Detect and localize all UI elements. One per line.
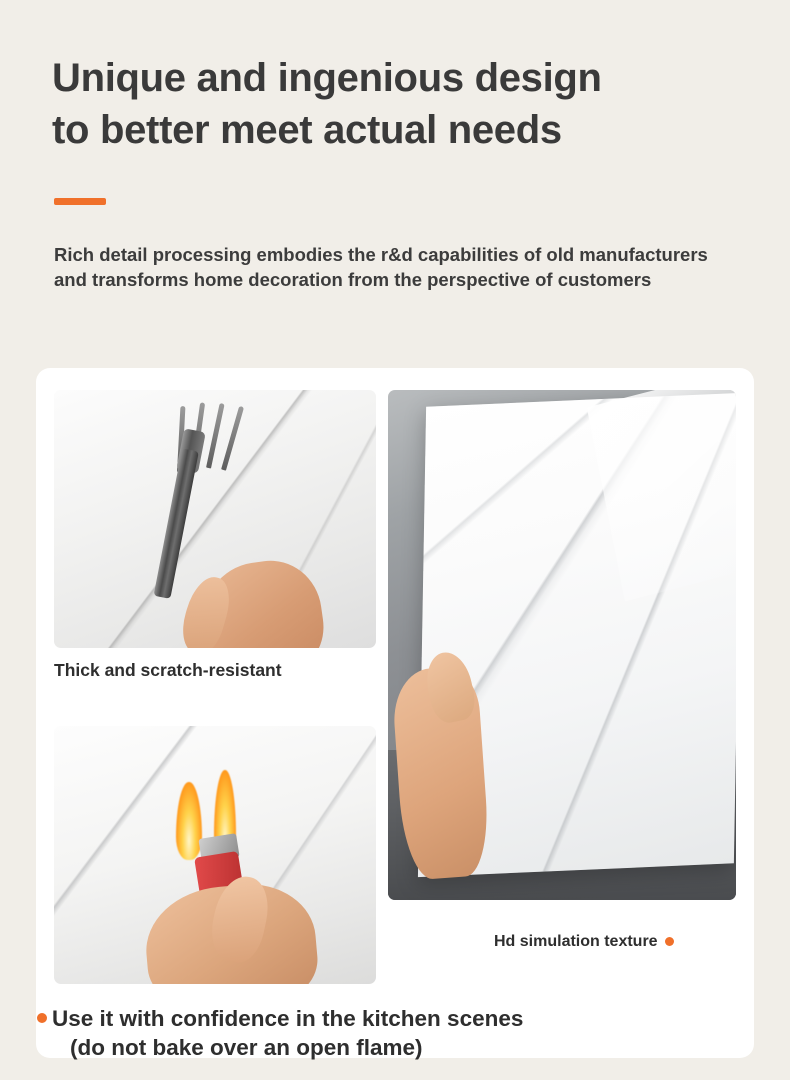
fork-scratch-test-photo xyxy=(54,390,376,648)
gloss-highlight xyxy=(587,390,736,601)
tile-sheet-photo xyxy=(388,390,736,900)
accent-divider xyxy=(54,198,106,205)
orange-bullet-icon xyxy=(37,1013,47,1023)
page-title xyxy=(52,52,752,156)
caption-hd-texture-label: Hd simulation texture xyxy=(494,933,658,950)
fork-tine-icon xyxy=(221,406,244,471)
feature-gallery-card xyxy=(36,368,754,1058)
flame-icon xyxy=(176,782,202,860)
page-subtitle: Rich detail processing embodies the r&d capabilities of old manufacturers and transforms home decoration from the perspective of customers xyxy=(54,244,708,290)
fork-tine-icon xyxy=(206,403,225,469)
caption-scratch-resistant: Thick and scratch-resistant xyxy=(54,660,282,680)
caption-kitchen-line-1: Use it with confidence in the kitchen scenes xyxy=(52,1006,524,1031)
page-title-line-1: Unique and ingenious design xyxy=(52,56,602,100)
caption-kitchen-line-2: (do not bake over an open flame) xyxy=(70,1035,423,1060)
lighter-flame-test-photo xyxy=(54,726,376,984)
caption-hd-texture xyxy=(494,933,674,951)
caption-kitchen-use xyxy=(52,1004,752,1062)
page-title-line-2: to better meet actual needs xyxy=(52,108,562,152)
orange-dot-icon xyxy=(665,937,674,946)
